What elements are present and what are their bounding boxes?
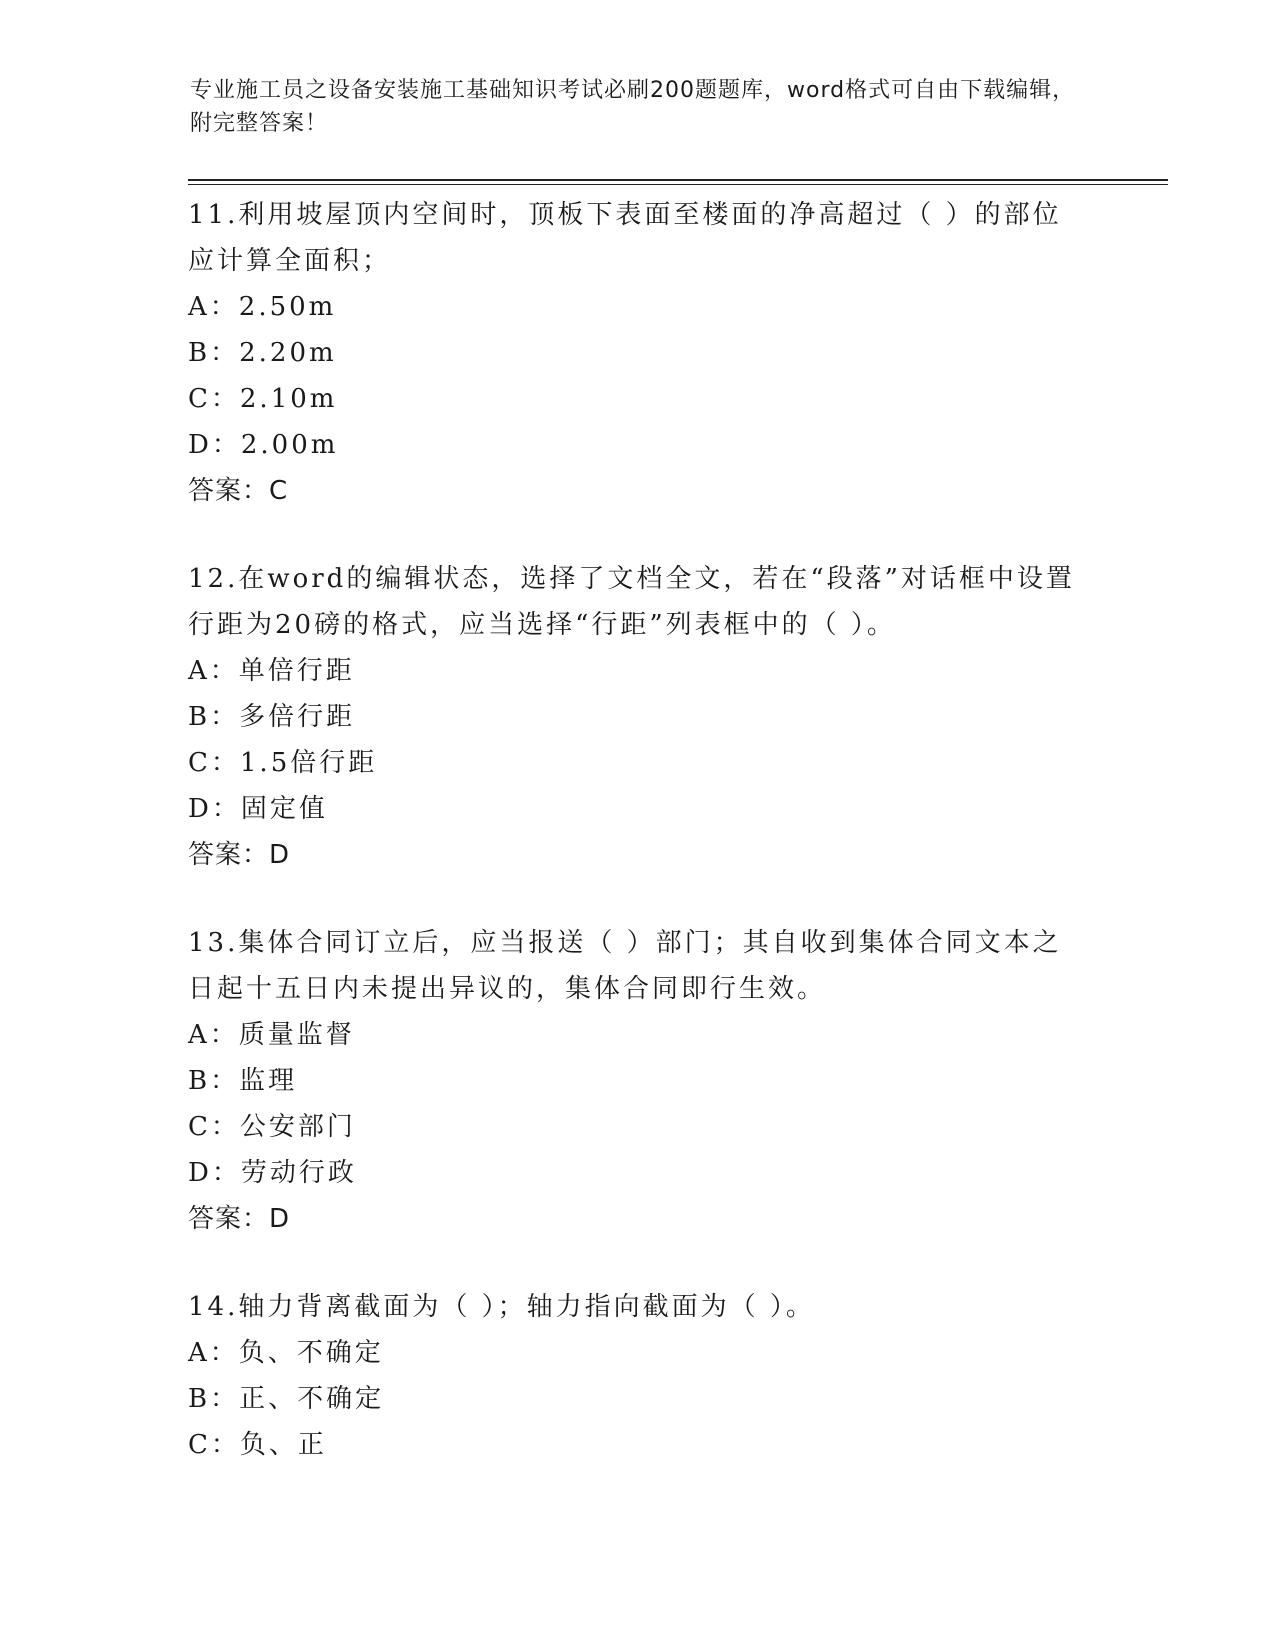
header-rule-thick <box>188 179 1168 181</box>
option-a: A：质量监督 <box>188 1020 355 1050</box>
option-d: D：劳动行政 <box>188 1158 357 1188</box>
option-c: C：2.10m <box>188 384 338 414</box>
option-b: B：监理 <box>188 1066 298 1096</box>
option-b: B：多倍行距 <box>188 702 356 732</box>
option-c: C：公安部门 <box>188 1112 356 1142</box>
option-b: B：正、不确定 <box>188 1384 385 1414</box>
question-stem: 13.集体合同订立后，应当报送（ ）部门；其自收到集体合同文本之日起十五日内未提出异议的，集体合同即行生效。 <box>188 928 1062 1004</box>
document-header: 专业施工员之设备安装施工基础知识考试必刷200题题库，word格式可自由下载编辑，附完整答案！ <box>190 78 1076 136</box>
question-stem: 11.利用坡屋顶内空间时，顶板下表面至楼面的净高超过（ ）的部位应计算全面积； <box>188 200 1062 276</box>
option-d: D：2.00m <box>188 430 339 460</box>
answer-line: 答案：D <box>188 1204 291 1234</box>
question-list <box>188 190 1088 1508</box>
question-stem: 12.在word的编辑状态，选择了文档全文，若在“段落”对话框中设置行距为20磅的格式，应当选择“行距”列表框中的（ ）。 <box>188 564 1075 640</box>
option-a: A：单倍行距 <box>188 656 355 686</box>
answer-line: 答案：C <box>188 476 289 506</box>
question-stem: 14.轴力背离截面为（ ）；轴力指向截面为（ ）。 <box>188 1292 815 1322</box>
question-12 <box>188 554 1088 878</box>
option-c: C：负、正 <box>188 1430 327 1460</box>
question-13 <box>188 918 1088 1242</box>
option-b: B：2.20m <box>188 338 337 368</box>
answer-line: 答案：D <box>188 840 291 870</box>
question-14 <box>188 1282 1088 1468</box>
question-11 <box>188 190 1088 514</box>
option-a: A：2.50m <box>188 292 337 322</box>
option-d: D：固定值 <box>188 794 328 824</box>
header-rule-thin <box>188 184 1168 185</box>
option-c: C：1.5倍行距 <box>188 748 378 778</box>
option-a: A：负、不确定 <box>188 1338 384 1368</box>
